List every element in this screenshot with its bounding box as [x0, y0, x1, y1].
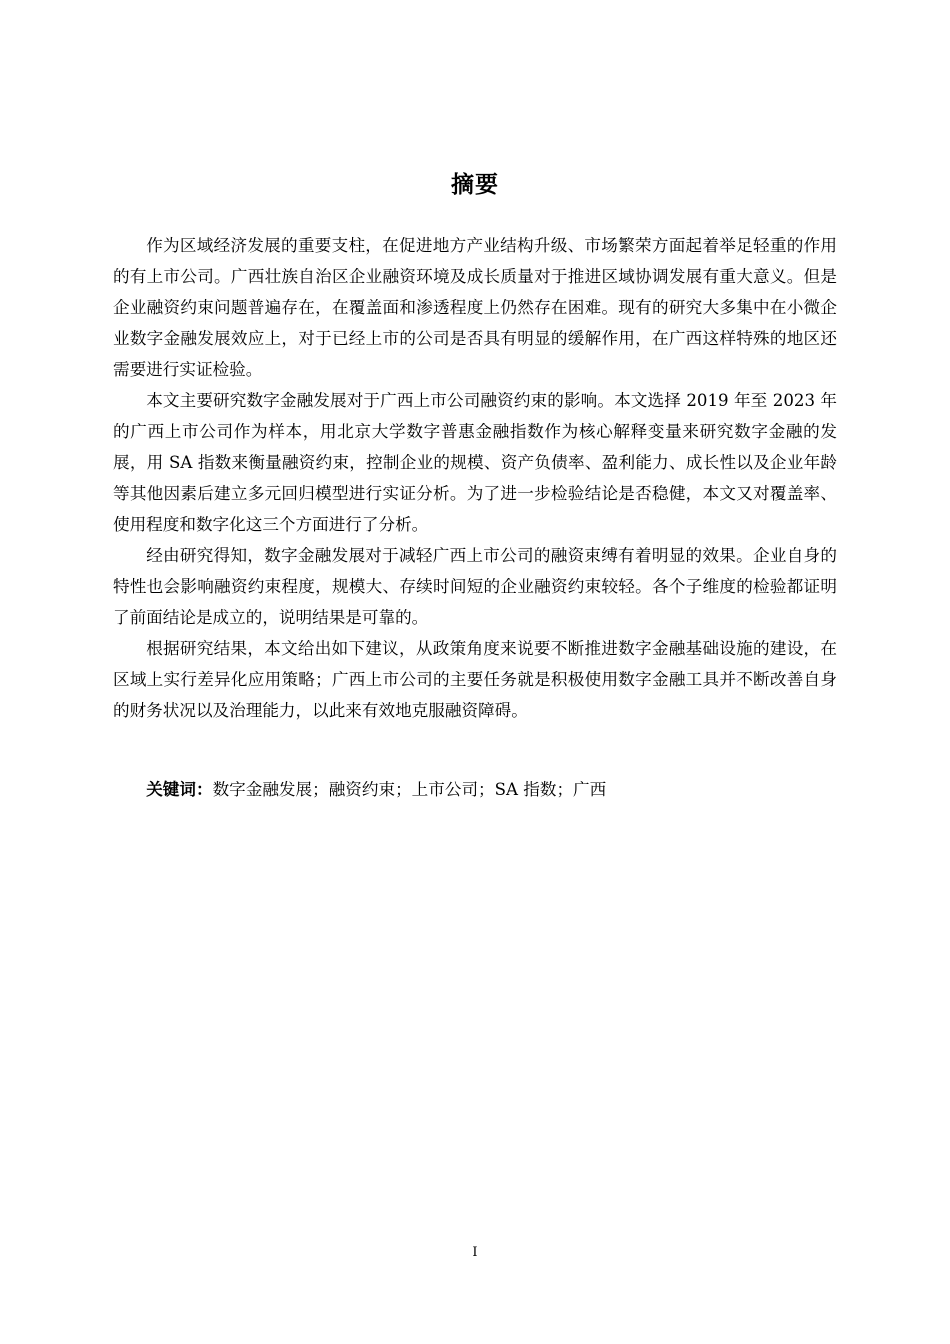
abstract-paragraph-2: 本文主要研究数字金融发展对于广西上市公司融资约束的影响。本文选择 2019 年至 2023 年的广西上市公司作为样本，用北京大学数字普惠金融指数作为核心解释变量来研究数字金融的发展，用 SA 指数来衡量融资约束，控制企业的规模、资产负债率、盈利能力、成长性以及企业年龄等其他因素后建立多元回归模型进行实证分析。为了进一步检验结论是否稳健，本文又对覆盖率、使用程度和数字化这三个方面进行了分析。 — [113, 391, 837, 534]
keywords-line — [113, 774, 837, 805]
page-number: I — [472, 1245, 478, 1260]
page-title: 摘要 — [451, 172, 499, 198]
abstract-body — [113, 230, 837, 726]
abstract-paragraph-4: 根据研究结果，本文给出如下建议，从政策角度来说要不断推进数字金融基础设施的建设，在区域上实行差异化应用策略；广西上市公司的主要任务就是积极使用数字金融工具并不断改善自身的财务状况以及治理能力，以此来有效地克服融资障碍。 — [113, 639, 837, 720]
abstract-paragraph-1: 作为区域经济发展的重要支柱，在促进地方产业结构升级、市场繁荣方面起着举足轻重的作用的有上市公司。广西壮族自治区企业融资环境及成长质量对于推进区域协调发展有重大意义。但是企业融资约束问题普遍存在，在覆盖面和渗透程度上仍然存在困难。现有的研究大多集中在小微企业数字金融发展效应上，对于已经上市的公司是否具有明显的缓解作用，在广西这样特殊的地区还需要进行实证检验。 — [113, 236, 837, 379]
keywords-text: 数字金融发展；融资约束；上市公司；SA 指数；广西 — [212, 780, 607, 799]
keywords-label: 关键词： — [146, 780, 213, 799]
abstract-paragraph-3: 经由研究得知，数字金融发展对于减轻广西上市公司的融资束缚有着明显的效果。企业自身的特性也会影响融资约束程度，规模大、存续时间短的企业融资约束较轻。各个子维度的检验都证明了前面结论是成立的，说明结果是可靠的。 — [113, 546, 837, 627]
